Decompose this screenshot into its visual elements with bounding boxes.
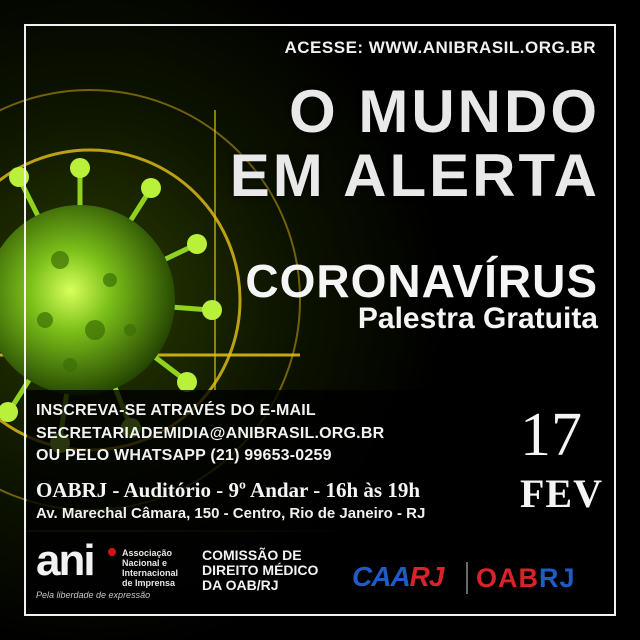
logo-divider xyxy=(466,562,468,594)
event-day: 17 xyxy=(520,401,582,469)
ani-logo-dot-icon xyxy=(108,548,116,556)
headline-line-2: EM ALERTA xyxy=(229,142,600,209)
comissao-line-3: DA OAB/RJ xyxy=(202,577,279,593)
event-month: FEV xyxy=(520,471,603,516)
registration-whatsapp[interactable]: OU PELO WHATSAPP (21) 99653-0259 xyxy=(36,447,332,464)
ani-logo-word: ani xyxy=(36,536,94,585)
comissao-line-1: COMISSÃO DE xyxy=(202,547,302,563)
subject-title: CORONAVÍRUS xyxy=(245,255,598,307)
comissao-line-2: DIREITO MÉDICO xyxy=(202,562,319,578)
caarj-logo xyxy=(352,563,443,591)
event-venue: OABRJ - Auditório - 9º Andar - 16h às 19h xyxy=(36,478,421,502)
ani-tagline: Pela liberdade de expressão xyxy=(36,590,151,600)
ani-logo-subtitle xyxy=(122,548,178,588)
headline-line-1: O MUNDO xyxy=(289,78,600,145)
ani-subtitle-line-1: Associação xyxy=(122,548,173,558)
ani-subtitle-line-3: Internacional xyxy=(122,568,179,578)
subject-subtitle: Palestra Gratuita xyxy=(357,302,598,335)
caarj-logo-main: CAA xyxy=(352,561,410,592)
oabrj-logo-accent: RJ xyxy=(539,563,576,593)
oabrj-logo-main: OAB xyxy=(476,563,539,593)
ani-subtitle-line-2: Nacional e xyxy=(122,558,168,568)
caarj-logo-accent: RJ xyxy=(409,561,444,592)
event-address: Av. Marechal Câmara, 150 - Centro, Rio de Janeiro - RJ xyxy=(36,505,426,522)
registration-email[interactable]: SECRETARIADEMIDIA@ANIBRASIL.ORG.BR xyxy=(36,425,385,442)
registration-line-1: INSCREVA-SE ATRAVÉS DO E-MAIL xyxy=(36,402,316,419)
website-link[interactable]: ACESSE: WWW.ANIBRASIL.ORG.BR xyxy=(284,38,596,57)
ani-subtitle-line-4: de Imprensa xyxy=(122,578,176,588)
oabrj-logo xyxy=(476,565,576,592)
comissao-label xyxy=(202,548,318,593)
